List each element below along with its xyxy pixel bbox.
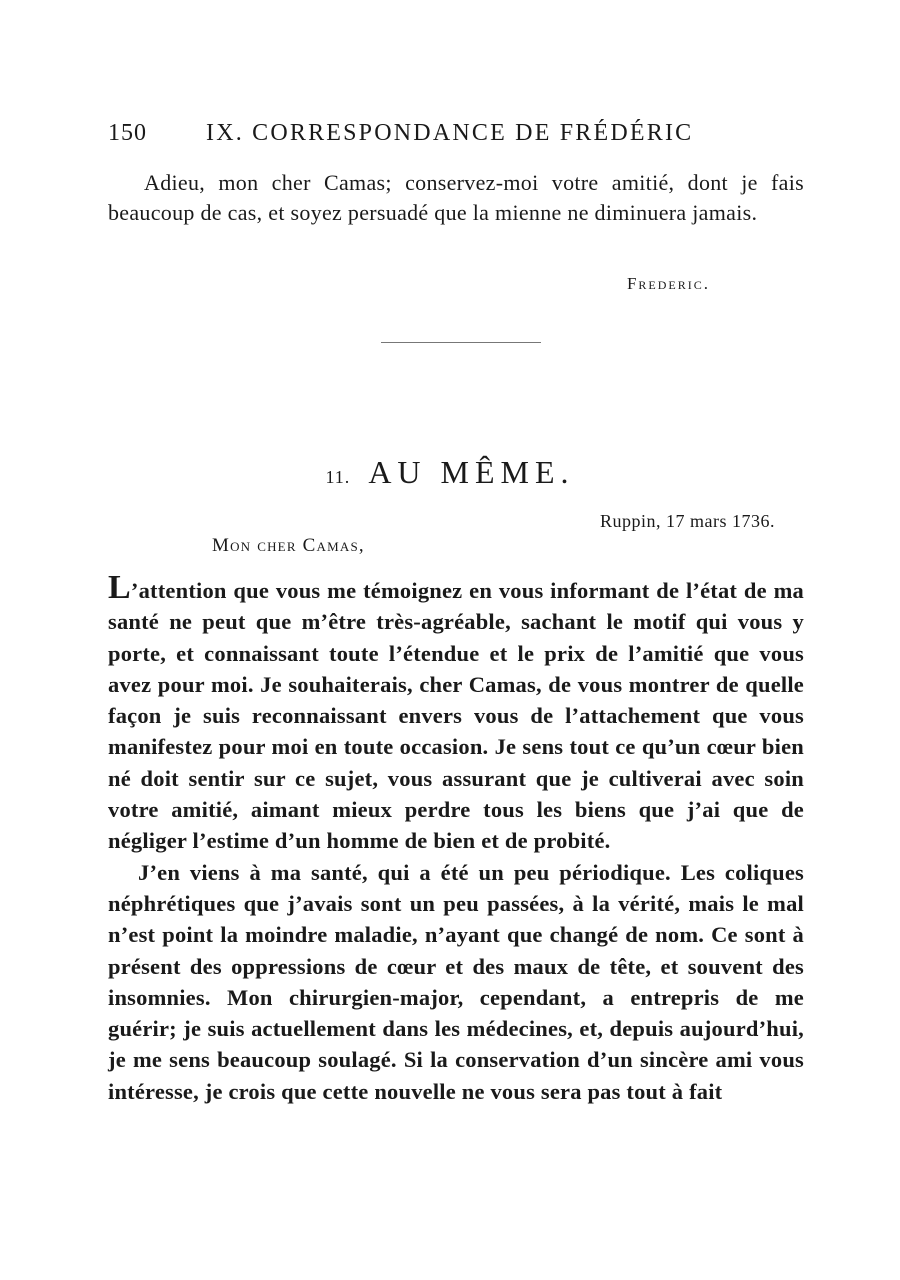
running-title: IX. CORRESPONDANCE DE FRÉDÉRIC: [206, 120, 694, 146]
page-header: [108, 120, 708, 156]
salutation: Mon cher Camas,: [212, 535, 365, 556]
closing-paragraph: Adieu, mon cher Camas; conservez-moi votre amitié, dont je fais beaucoup de cas, et soyez persuadé que la mienne ne diminuera jamais.: [108, 170, 804, 225]
drop-cap: L: [108, 569, 131, 606]
dateline: Ruppin, 17 mars 1736.: [600, 511, 775, 531]
page-number: 150: [108, 120, 147, 146]
letter-number: 11.: [325, 467, 351, 487]
previous-letter-ending: [108, 168, 804, 228]
paragraph-1-text: ’attention que vous me témoignez en vous informant de l’état de ma santé ne peut que m’être très-agréable, sachant le motif qui vous y porte, et connaissant toute l’étendue et le prix de l’amitié que vous avez pour moi. Je souhaiterais, cher Camas, de vous montrer de quelle façon je suis reconnaissant envers vous de l’attachement que vous manifestez pour moi en toute occasion. Je sens tout ce qu’un cœur bien né doit sentir sur ce sujet, vous assurant que je cultiverai avec soin votre amitié, aimant mieux perdre tous les biens que j’ai que de négliger l’estime d’un homme de bien et de probité.: [108, 578, 804, 854]
paragraph-2: J’en viens à ma santé, qui a été un peu périodique. Les coliques néphrétiques que j’avais sont un peu passées, à la vérité, mais le mal n’est point la moindre maladie, n’ayant que changé de nom. Ce sont à présent des oppressions de cœur et des maux de tête, et souvent des insomnies. Mon chirurgien-major, cependant, a entrepris de me guérir; je suis actuellement dans les médecines, et, depuis aujourd’hui, je me sens beaucoup soulagé. Si la conservation d’un sincère ami vous intéresse, je crois que cette nouvelle ne vous sera pas tout à fait: [108, 859, 804, 1104]
letter-heading: [0, 454, 900, 491]
paragraph-1: [108, 569, 804, 857]
letter-title: AU MÊME.: [368, 454, 575, 490]
signature: Frederic.: [626, 274, 710, 293]
section-divider: [381, 342, 541, 343]
letter-body: [108, 569, 804, 1107]
